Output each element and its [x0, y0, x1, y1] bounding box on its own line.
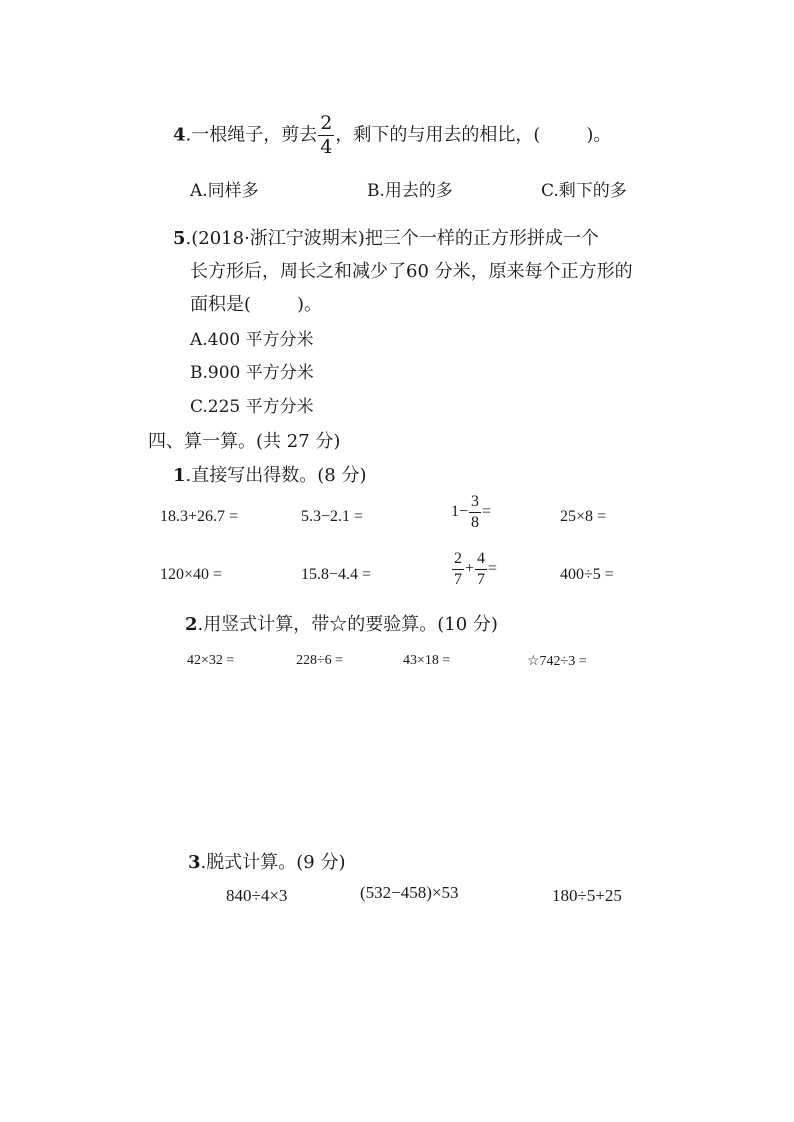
calc-r2-c2-numerator: 4 [475, 551, 487, 570]
vertical-calc-4: ☆742÷3 = [527, 654, 587, 669]
q4-text-before: .一根绳子，剪去 [185, 124, 318, 146]
q4-frac-denominator: 4 [320, 136, 333, 158]
calc-r2-c [451, 551, 497, 588]
stepwise-calc-2: (532−458)×53 [360, 883, 459, 902]
calc-r2-c2-denominator: 7 [477, 571, 486, 588]
calc-r2-c-fraction1 [452, 551, 464, 588]
q5-option-c[interactable]: C.225 平方分米 [190, 397, 314, 417]
q4-option-c[interactable]: C.剩下的多 [541, 181, 627, 201]
q4-fraction [318, 114, 334, 157]
part2-number: 2 [185, 614, 198, 635]
part1-title-text: .直接写出得数。(8 分) [185, 465, 367, 486]
calc-r1-c-denominator: 8 [471, 514, 480, 531]
q4-frac-numerator: 2 [320, 112, 333, 134]
part3-title [188, 848, 345, 874]
q4-option-b[interactable]: B.用去的多 [367, 181, 453, 201]
stepwise-calc-3: 180÷5+25 [552, 886, 622, 905]
q5-line3-before: 面积是( [190, 294, 252, 315]
calc-r2-c-operator: + [465, 560, 475, 578]
part2-title [185, 610, 498, 636]
calc-r1-b: 5.3−2.1 = [301, 508, 364, 525]
stepwise-calc-1: 840÷4×3 [226, 886, 288, 905]
part1-title [173, 461, 366, 487]
q5-option-a[interactable]: A.400 平方分米 [190, 330, 314, 350]
calc-r2-c1-denominator: 7 [454, 571, 462, 588]
vertical-calc-1: 42×32 = [187, 653, 235, 668]
calc-r2-c-suffix: = [488, 560, 498, 578]
part2-title-text: .用竖式计算，带☆的要验算。(10 分) [197, 614, 498, 635]
calc-r2-a: 120×40 = [160, 566, 223, 583]
calc-r2-c1-numerator: 2 [452, 551, 464, 570]
vertical-calc-3: 43×18 = [403, 653, 451, 668]
part3-title-text: .脱式计算。(9 分) [200, 852, 346, 873]
calc-r1-c-suffix: = [482, 503, 492, 521]
q5-line1 [173, 224, 599, 250]
q4-stem [173, 114, 611, 157]
calc-r1-c-fraction [469, 494, 481, 531]
calc-r2-c-fraction2 [475, 551, 487, 588]
q4-text-end: )。 [586, 124, 612, 146]
q5-line2: 长方形后，周长之和减少了60 分米，原来每个正方形的 [190, 261, 633, 282]
q4-number: 4 [173, 124, 186, 146]
calc-r1-c [451, 494, 491, 531]
part3-number: 3 [188, 852, 201, 873]
calc-r1-c-prefix: 1− [451, 503, 469, 521]
q5-line1-text: .(2018·浙江宁波期末)把三个一样的正方形拼成一个 [185, 228, 599, 249]
calc-r1-c-numerator: 3 [469, 494, 481, 513]
calc-r1-d: 25×8 = [560, 508, 607, 525]
q5-option-b[interactable]: B.900 平方分米 [190, 363, 314, 383]
q5-number: 5 [173, 228, 186, 249]
vertical-calc-2: 228÷6 = [296, 653, 344, 668]
q4-text-after: ，剩下的与用去的相比，( [335, 124, 541, 146]
calc-r1-a: 18.3+26.7 = [160, 508, 239, 525]
q4-option-a[interactable]: A.同样多 [190, 181, 259, 201]
q5-line3-after: )。 [297, 294, 323, 315]
section4-title: 四、算一算。(共 27 分) [148, 431, 341, 452]
calc-r2-d: 400÷5 = [560, 566, 614, 583]
q5-line3 [190, 290, 322, 316]
part1-number: 1 [173, 465, 186, 486]
calc-r2-b: 15.8−4.4 = [301, 566, 372, 583]
